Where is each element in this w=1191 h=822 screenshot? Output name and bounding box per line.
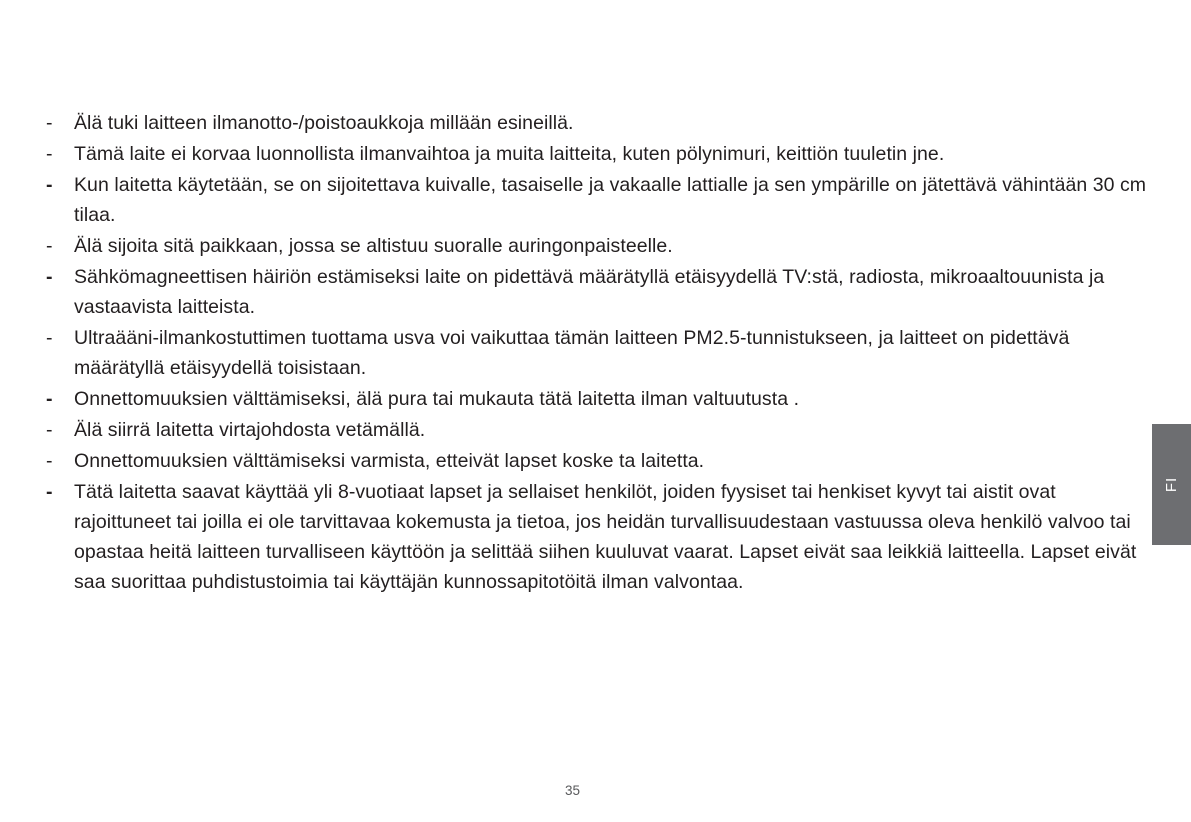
list-item-text: Ultraääni-ilmankostuttimen tuottama usva voi vaikuttaa tämän laitteen PM2.5-tunnistukseen, ja laitteet on pidettävä määrätyllä etäisyydellä toisistaan. bbox=[74, 327, 1070, 379]
list-item bbox=[43, 231, 1153, 261]
list-item bbox=[43, 477, 1153, 597]
bullet-dash-marker: - bbox=[46, 143, 53, 165]
bullet-dash-marker: - bbox=[46, 235, 53, 257]
bullet-dash-marker: - bbox=[46, 266, 53, 288]
list-item bbox=[43, 384, 1153, 414]
list-item bbox=[43, 262, 1153, 322]
safety-instructions-section bbox=[43, 108, 1153, 598]
list-item bbox=[43, 108, 1153, 138]
language-side-tab bbox=[1152, 424, 1191, 545]
list-item bbox=[43, 170, 1153, 230]
page-number: 35 bbox=[564, 783, 581, 798]
list-item-text: Onnettomuuksien välttämiseksi, älä pura tai mukauta tätä laitetta ilman valtuutusta . bbox=[74, 388, 800, 410]
list-item-text: Tätä laitetta saavat käyttää yli 8-vuotiaat lapset ja sellaiset henkilöt, joiden fyysiset tai henkiset kyvyt tai aistit ovat rajoittuneet tai joilla ei ole tarvittavaa kokemusta ja tietoa, jos heidän turvallisuudestaan vastuussa oleva henkilö valvoo tai opastaa heitä laitteen turvalliseen käyttöön ja selittää siihen kuuluvat vaarat. Lapset eivät saa leikkiä laitteella. Lapset eivät saa suorittaa puhdistustoimia tai käyttäjän kunnossapitotöitä ilman valvontaa. bbox=[74, 481, 1137, 593]
safety-bullet-list bbox=[43, 108, 1153, 597]
list-item-text: Älä siirrä laitetta virtajohdosta vetämällä. bbox=[74, 419, 426, 441]
bullet-dash-marker: - bbox=[46, 174, 53, 196]
list-item-text: Onnettomuuksien välttämiseksi varmista, etteivät lapset koske ta laitetta. bbox=[74, 450, 705, 472]
list-item bbox=[43, 139, 1153, 169]
bullet-dash-marker: - bbox=[46, 419, 53, 441]
bullet-dash-marker: - bbox=[46, 481, 53, 503]
list-item bbox=[43, 415, 1153, 445]
bullet-dash-marker: - bbox=[46, 388, 53, 410]
list-item bbox=[43, 323, 1153, 383]
list-item-text: Tämä laite ei korvaa luonnollista ilmanvaihtoa ja muita laitteita, kuten pölynimuri, keittiön tuuletin jne. bbox=[74, 143, 945, 165]
bullet-dash-marker: - bbox=[46, 112, 53, 134]
bullet-dash-marker: - bbox=[46, 327, 53, 349]
list-item-text: Kun laitetta käytetään, se on sijoitettava kuivalle, tasaiselle ja vakaalle lattialle ja sen ympärille on jätettävä vähintään 30 cm tilaa. bbox=[74, 174, 1147, 226]
list-item-text: Älä tuki laitteen ilmanotto-/poistoaukkoja millään esineillä. bbox=[74, 112, 574, 134]
list-item bbox=[43, 446, 1153, 476]
list-item-text: Älä sijoita sitä paikkaan, jossa se altistuu suoralle auringonpaisteelle. bbox=[74, 235, 673, 257]
language-side-tab-label: FI bbox=[1163, 476, 1180, 493]
list-item-text: Sähkömagneettisen häiriön estämiseksi laite on pidettävä määrätyllä etäisyydellä TV:stä, radiosta, mikroaaltouunista ja vastaavista laitteista. bbox=[74, 266, 1105, 318]
bullet-dash-marker: - bbox=[46, 450, 53, 472]
